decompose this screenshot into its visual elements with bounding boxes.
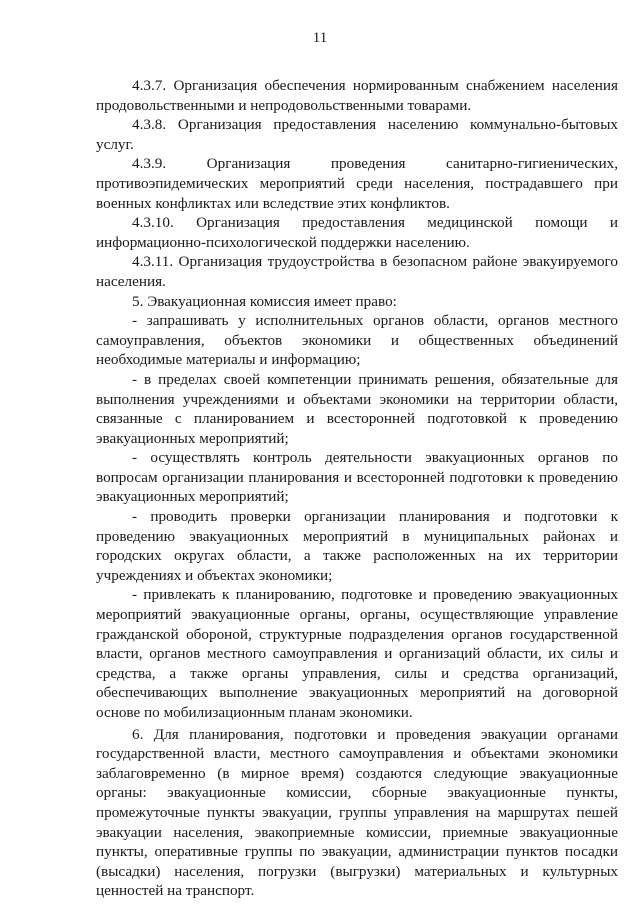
list-item-involve: - привлекать к планированию, подготовке и проведению эвакуационных мероприятий эвакуационные органы, органы, осуществляющие управление гражданской обороной, структурные подразделения органов государственной власти, органов местного самоуправления и организаций области, их силы и средства, а также органы управления, силы и средства организаций, обеспечивающих выполнение эвакуационных мероприятий на договорной основе по мобилизационным планам экономики. [96, 586, 618, 721]
document-body [96, 76, 618, 901]
paragraph-6: 6. Для планирования, подготовки и проведения эвакуации органами государственной власти, местного самоуправления и объектами экономики заблаговременно (в мирное время) создаются следующие эвакуационные органы: эвакуационные комиссии, сборные эвакуационные пункты, промежуточные пункты эвакуации, группы управления на маршрутах пешей эвакуации населения, эвакоприемные комиссии, приемные эвакуационные пункты, оперативные группы по эвакуации, администрации пунктов посадки (высадки) населения, погрузки (выгрузки) материальных и культурных ценностей на транспорт. [96, 725, 618, 900]
list-item-decisions: - в пределах своей компетенции принимать решения, обязательные для выполнения учреждениями и объектами экономики на территории области, связанные с планированием и всесторонней подготовкой к проведению эвакуационных мероприятий; [96, 370, 618, 447]
paragraph-4-3-10: 4.3.10. Организация предоставления медицинской помощи и информационно-психологической поддержки населению. [96, 214, 618, 251]
paragraph-4-3-9: 4.3.9. Организация проведения санитарно-гигиенических, противоэпидемических мероприятий среди населения, пострадавшего при военных конфликтах или вследствие этих конфликтов. [96, 155, 618, 212]
list-item-control: - осуществлять контроль деятельности эвакуационных органов по вопросам организации планирования и всесторонней подготовки к проведению эвакуационных мероприятий; [96, 449, 618, 506]
list-item-inspections: - проводить проверки организации планирования и подготовки к проведению эвакуационных мероприятий в муниципальных районах и городских округах области, а также расположенных на их территории учреждениях и объектах экономики; [96, 508, 618, 584]
paragraph-4-3-11: 4.3.11. Организация трудоустройства в безопасном районе эвакуируемого населения. [96, 253, 618, 290]
paragraph-4-3-8: 4.3.8. Организация предоставления населению коммунально-бытовых услуг. [96, 116, 618, 153]
page-number: 11 [312, 30, 328, 46]
list-item-request: - запрашивать у исполнительных органов области, органов местного самоуправления, объектов экономики и общественных объединений необходимые материалы и информацию; [96, 312, 618, 369]
paragraph-5-heading: 5. Эвакуационная комиссия имеет право: [132, 292, 397, 310]
paragraph-4-3-7: 4.3.7. Организация обеспечения нормированным снабжением населения продовольственными и непродовольственными товарами. [96, 77, 618, 114]
